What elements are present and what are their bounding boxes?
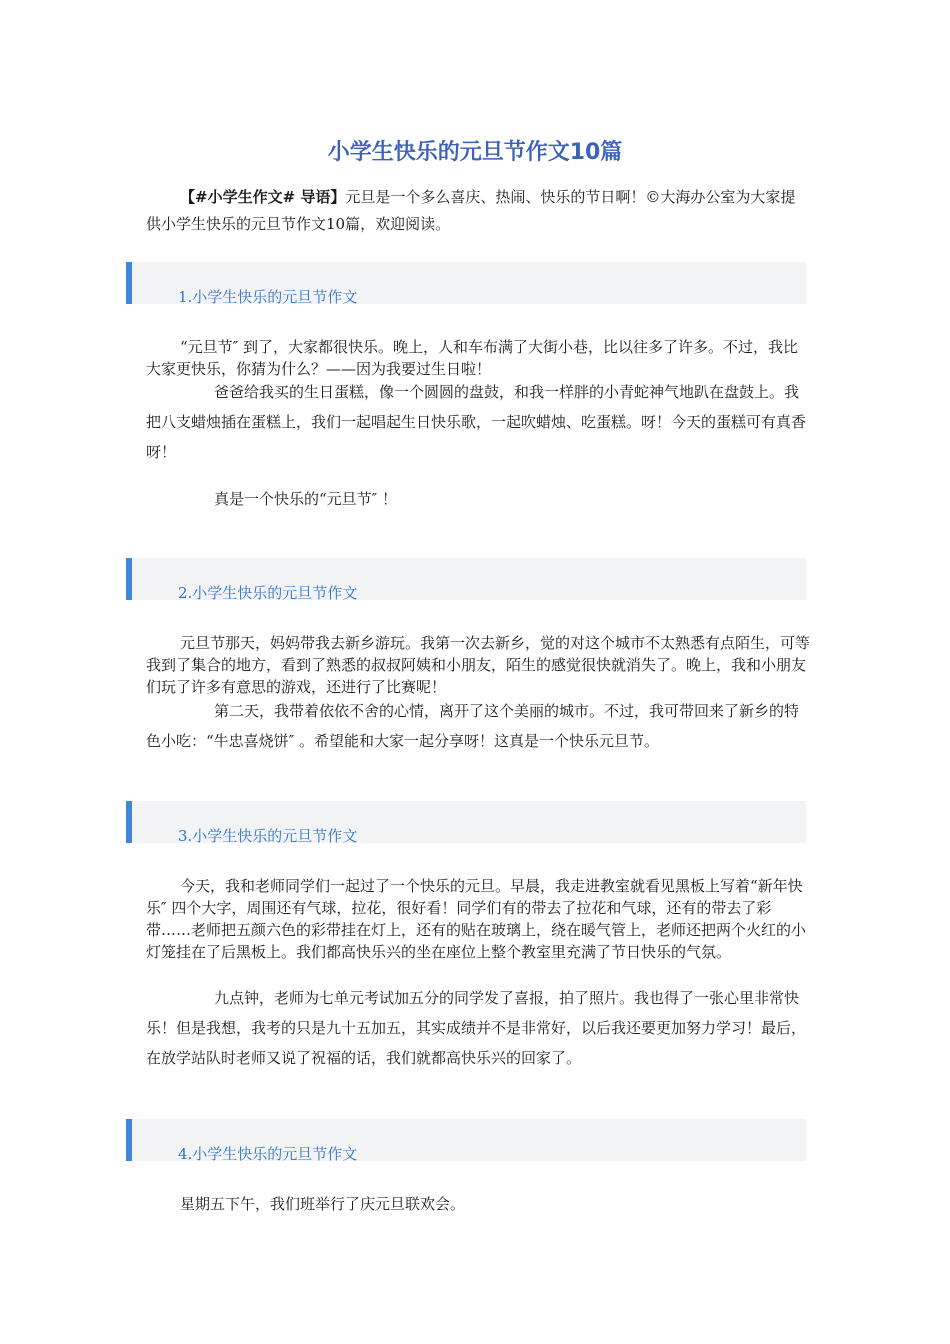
intro-text: 元旦是一个多么喜庆、热闹、快乐的节日啊！©大海办公室为大家提供小学生快乐的元旦节作文10篇，欢迎阅读。 bbox=[146, 188, 796, 233]
section-heading-bar bbox=[126, 262, 806, 304]
section-1-paragraph-1: “元旦节″ 到了，大家都很快乐。晚上，人和车布满了大街小巷，比以往多了许多。不过，我比大家更快乐，你猜为什么？——因为我要过生日啦！ bbox=[146, 338, 799, 378]
section-1-paragraph-3: 真是一个快乐的“元旦节″ ！ bbox=[214, 490, 398, 508]
section-4-paragraph-1: 星期五下午，我们班举行了庆元旦联欢会。 bbox=[180, 1195, 466, 1213]
section-3-paragraph-2: 九点钟，老师为七单元考试加五分的同学发了喜报，拍了照片。我也得了一张心里非常快乐！但是我想，我考的只是九十五加五，其实成绩并不是非常好，以后我还要更加努力学习！最后，在放学站队时老师又说了祝福的话，我们就都高快乐兴的回家了。 bbox=[146, 989, 807, 1067]
section-2-paragraph-1: 元旦节那天，妈妈带我去新乡游玩。我第一次去新乡，觉的对这个城市不太熟悉有点陌生，可等我到了集合的地方，看到了熟悉的叔叔阿姨和小朋友，陌生的感觉很快就消失了。晚上，我和小朋友们玩了许多有意思的游戏，还进行了比赛呢！ bbox=[146, 634, 811, 696]
intro-paragraph bbox=[146, 184, 810, 238]
section-heading: 2.小学生快乐的元旦节作文 bbox=[178, 584, 358, 602]
section-heading: 3.小学生快乐的元旦节作文 bbox=[178, 827, 358, 845]
section-heading-bar bbox=[126, 801, 806, 843]
section-heading-bar bbox=[126, 558, 806, 600]
intro-lead-in: 【#小学生作文# 导语】 bbox=[180, 188, 346, 206]
section-heading: 4.小学生快乐的元旦节作文 bbox=[178, 1145, 358, 1163]
section-3-paragraph-1: 今天，我和老师同学们一起过了一个快乐的元旦。早晨，我走进教室就看见黑板上写着“新年快乐″ 四个大字，周围还有气球，拉花，很好看！同学们有的带去了拉花和气球，还有的带去了彩带……老师把五颜六色的彩带挂在灯上，还有的贴在玻璃上，绕在暖气管上，老师还把两个火红的小灯笼挂在了后黑板上。我们都高快乐兴的坐在座位上整个教室里充满了节日快乐的气氛。 bbox=[146, 877, 807, 961]
page-title: 小学生快乐的元旦节作文10篇 bbox=[327, 140, 623, 165]
section-1-paragraph-2: 爸爸给我买的生日蛋糕，像一个圆圆的盘鼓，和我一样胖的小青蛇神气地趴在盘鼓上。我把八支蜡烛插在蛋糕上，我们一起唱起生日快乐歌，一起吹蜡烛、吃蛋糕。呀！今天的蛋糕可有真香呀！ bbox=[146, 383, 807, 461]
section-heading: 1.小学生快乐的元旦节作文 bbox=[178, 288, 358, 306]
section-2-paragraph-2: 第二天，我带着依依不舍的心情，离开了这个美丽的城市。不过，我可带回来了新乡的特色小吃：“牛忠喜烧饼″ 。希望能和大家一起分享呀！这真是一个快乐元旦节。 bbox=[146, 702, 800, 750]
section-heading-bar bbox=[126, 1119, 806, 1161]
